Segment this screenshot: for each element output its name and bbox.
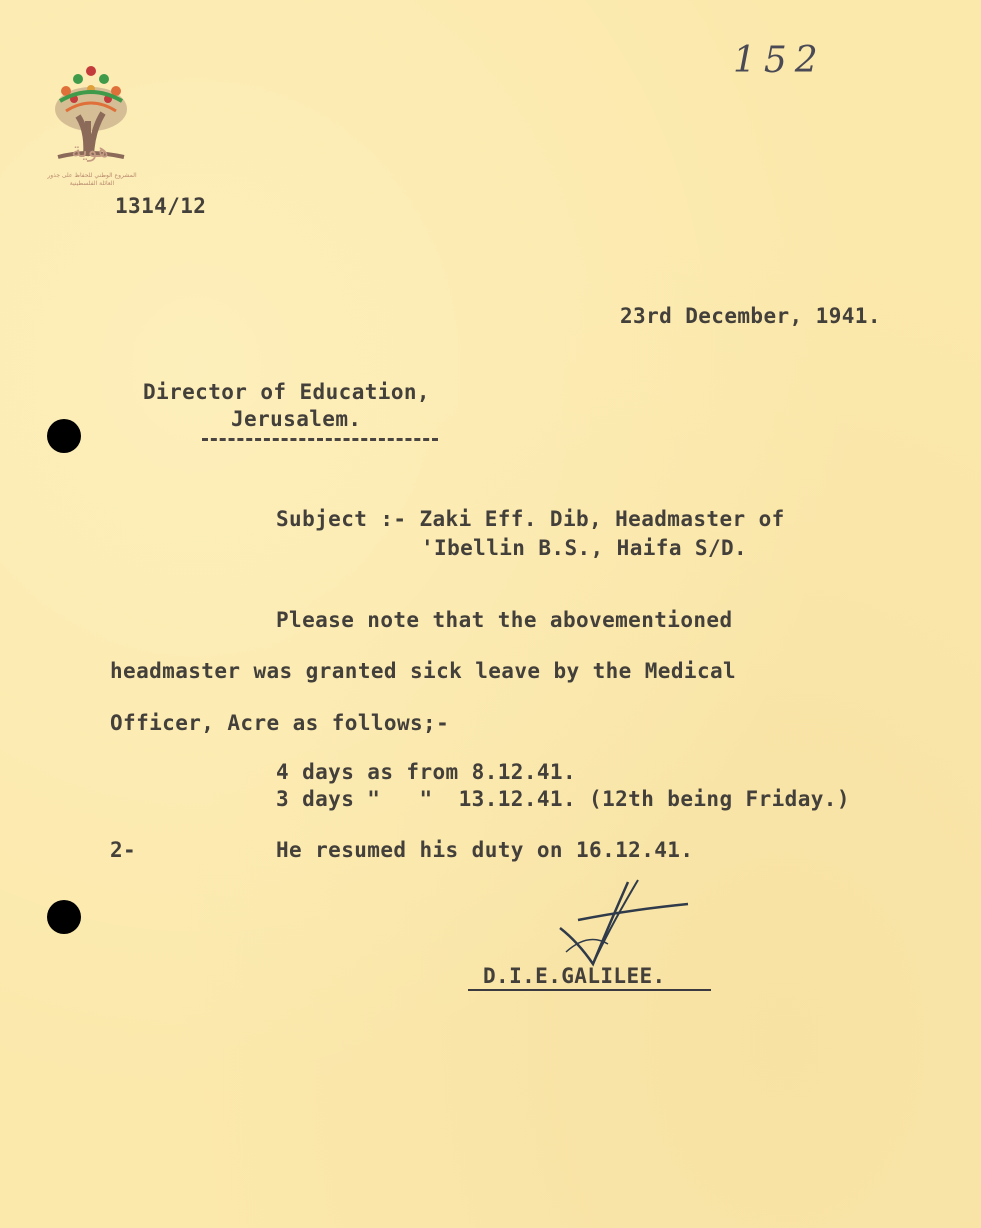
- reference-number: 1314/12: [115, 194, 207, 218]
- handwritten-signature-icon: [548, 872, 698, 972]
- addressee-line1: Director of Education,: [143, 380, 430, 404]
- folio-number: 152: [733, 40, 826, 81]
- body-line3: Officer, Acre as follows;-: [110, 711, 450, 735]
- body-line2: headmaster was granted sick leave by the Medical: [110, 659, 737, 683]
- body-line1: Please note that the abovementioned: [276, 608, 733, 632]
- leave-item-2: 3 days " " 13.12.41. (12th being Friday.): [276, 787, 850, 811]
- leave-item-1: 4 days as from 8.12.41.: [276, 760, 576, 784]
- addressee-underline: [202, 438, 438, 441]
- subject-line1: Subject :- Zaki Eff. Dib, Headmaster of: [276, 507, 785, 531]
- letter-date: 23rd December, 1941.: [620, 304, 881, 328]
- subject-line2: 'Ibellin B.S., Haifa S/D.: [421, 536, 748, 560]
- signature-block: D.I.E.GALILEE.: [483, 964, 666, 988]
- logo-title: هوية: [71, 138, 109, 162]
- punch-hole-bottom: [47, 900, 81, 934]
- paragraph-2-number: 2-: [110, 838, 137, 862]
- paragraph-2-text: He resumed his duty on 16.12.41.: [276, 838, 694, 862]
- signature-underline: [468, 989, 711, 991]
- addressee-line2: Jerusalem.: [231, 407, 362, 431]
- punch-hole-top: [47, 419, 81, 453]
- logo-caption: المشروع الوطني للحفاظ على جذور العائلة الفلسطينية: [47, 172, 137, 187]
